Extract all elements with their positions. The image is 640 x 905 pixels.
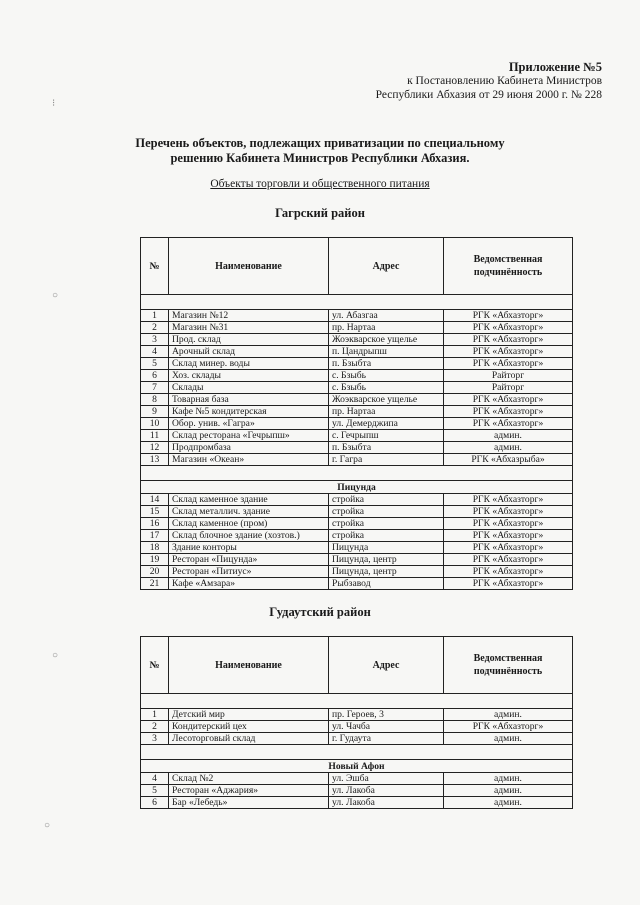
row-name: Лесоторговый склад — [169, 733, 329, 745]
row-name: Кондитерский цех — [169, 721, 329, 733]
row-address: стройка — [329, 506, 444, 518]
table-row — [141, 358, 573, 370]
row-dept: РГК «Абхазторг» — [444, 518, 573, 530]
row-name: Арочный склад — [169, 346, 329, 358]
gagra-table-body — [141, 295, 573, 590]
row-name: Магазин №12 — [169, 310, 329, 322]
header-dept — [444, 637, 573, 694]
row-address: г. Гагра — [329, 454, 444, 466]
row-num: 3 — [141, 733, 169, 745]
row-dept: админ. — [444, 709, 573, 721]
spacer-row — [141, 694, 573, 709]
row-num: 5 — [141, 358, 169, 370]
subsection-pitsunda — [141, 481, 573, 494]
appendix-reference: к Постановлению Кабинета Министров — [407, 75, 602, 87]
spacer-row — [141, 295, 573, 310]
section-subtitle: Объекты торговли и общественного питания — [210, 178, 430, 190]
row-name: Склады — [169, 382, 329, 394]
row-name: Склад блочное здание (хозтов.) — [169, 530, 329, 542]
row-name: Склад каменное (пром) — [169, 518, 329, 530]
row-address: п. Бзыбта — [329, 358, 444, 370]
row-dept: РГК «Абхазторг» — [444, 506, 573, 518]
row-name: Склад каменное здание — [169, 494, 329, 506]
row-dept: РГК «Абхазторг» — [444, 346, 573, 358]
table-row — [141, 406, 573, 418]
row-name: Склад металлич. здание — [169, 506, 329, 518]
header-address: Адрес — [329, 238, 444, 295]
title-line-1: Перечень объектов, подлежащих приватизации по специальному — [135, 136, 505, 150]
table-row — [141, 346, 573, 358]
row-address: пр. Нартаа — [329, 322, 444, 334]
table-row — [141, 554, 573, 566]
row-num: 16 — [141, 518, 169, 530]
row-address: п. Бзыбта — [329, 442, 444, 454]
subsection-novy-afon — [141, 760, 573, 773]
row-num: 13 — [141, 454, 169, 466]
row-dept: РГК «Абхазторг» — [444, 418, 573, 430]
row-dept: РГК «Абхазторг» — [444, 566, 573, 578]
row-address: ул. Демерджипа — [329, 418, 444, 430]
table-row — [141, 797, 573, 809]
row-name: Обор. унив. «Гагра» — [169, 418, 329, 430]
row-num: 7 — [141, 382, 169, 394]
row-num: 17 — [141, 530, 169, 542]
table-row — [141, 566, 573, 578]
row-dept: админ. — [444, 430, 573, 442]
row-num: 2 — [141, 721, 169, 733]
row-dept: РГК «Абхазторг» — [444, 542, 573, 554]
table-row — [141, 430, 573, 442]
table-row — [141, 785, 573, 797]
header-dept-line1: Ведомственная — [473, 254, 543, 265]
row-num: 11 — [141, 430, 169, 442]
row-address: с. Гечрыпш — [329, 430, 444, 442]
row-num: 20 — [141, 566, 169, 578]
table-row — [141, 418, 573, 430]
document-title — [0, 136, 640, 166]
row-num: 1 — [141, 709, 169, 721]
row-name: Склад №2 — [169, 773, 329, 785]
table-row — [141, 394, 573, 406]
table-row — [141, 518, 573, 530]
row-dept: РГК «Абхазторг» — [444, 494, 573, 506]
table-row — [141, 773, 573, 785]
row-name: Склад ресторана «Гечрыпш» — [169, 430, 329, 442]
row-name: Здание конторы — [169, 542, 329, 554]
row-name: Кафе №5 кондитерская — [169, 406, 329, 418]
appendix-header — [376, 60, 602, 102]
row-num: 5 — [141, 785, 169, 797]
row-name: Прод. склад — [169, 334, 329, 346]
table-row — [141, 578, 573, 590]
row-address: ул. Эшба — [329, 773, 444, 785]
row-num: 19 — [141, 554, 169, 566]
row-address: Рыбзавод — [329, 578, 444, 590]
subsection-pitsunda-label: Пицунда — [141, 481, 573, 494]
table-row — [141, 530, 573, 542]
row-num: 18 — [141, 542, 169, 554]
row-num: 2 — [141, 322, 169, 334]
table-row — [141, 442, 573, 454]
row-num: 15 — [141, 506, 169, 518]
table-row — [141, 310, 573, 322]
header-dept-line2: подчинённость — [473, 267, 543, 278]
row-name: Магазин «Океан» — [169, 454, 329, 466]
row-num: 4 — [141, 346, 169, 358]
row-address: Жоэкварское ущелье — [329, 334, 444, 346]
scan-artifact: ○ — [52, 650, 59, 661]
row-address: ул. Абазгаа — [329, 310, 444, 322]
table-header-row — [141, 238, 573, 295]
row-dept: РГК «Абхазрыба» — [444, 454, 573, 466]
row-name: Склад минер. воды — [169, 358, 329, 370]
row-dept: РГК «Абхазторг» — [444, 334, 573, 346]
table-row — [141, 334, 573, 346]
table-row — [141, 454, 573, 466]
row-dept: админ. — [444, 785, 573, 797]
header-dept-line2: подчинённость — [473, 666, 543, 677]
scan-artifact: ○ — [52, 290, 59, 301]
table-row — [141, 494, 573, 506]
row-num: 4 — [141, 773, 169, 785]
row-name: Хоз. склады — [169, 370, 329, 382]
row-num: 21 — [141, 578, 169, 590]
row-num: 1 — [141, 310, 169, 322]
table-row — [141, 322, 573, 334]
header-name: Наименование — [169, 637, 329, 694]
row-name: Продпромбаза — [169, 442, 329, 454]
table-row — [141, 370, 573, 382]
district-title-gudauta: Гудаутский район — [269, 605, 371, 619]
gagra-table — [140, 237, 573, 590]
appendix-title: Приложение №5 — [508, 60, 602, 74]
row-dept: админ. — [444, 773, 573, 785]
subsection-novy-afon-label: Новый Афон — [141, 760, 573, 773]
row-num: 3 — [141, 334, 169, 346]
row-dept: РГК «Абхазторг» — [444, 322, 573, 334]
scan-artifact: ⁝ — [52, 98, 56, 109]
row-dept: РГК «Абхазторг» — [444, 554, 573, 566]
table-row — [141, 542, 573, 554]
row-address: стройка — [329, 530, 444, 542]
row-address: стройка — [329, 518, 444, 530]
row-dept: админ. — [444, 442, 573, 454]
row-name: Магазин №31 — [169, 322, 329, 334]
title-line-2: решению Кабинета Министров Республики Абхазия. — [170, 151, 470, 165]
row-address: г. Гудаута — [329, 733, 444, 745]
row-address: Пицунда, центр — [329, 554, 444, 566]
row-dept: РГК «Абхазторг» — [444, 578, 573, 590]
header-dept — [444, 238, 573, 295]
row-address: стройка — [329, 494, 444, 506]
spacer-row — [141, 466, 573, 481]
row-address: ул. Лакоба — [329, 797, 444, 809]
row-name: Детский мир — [169, 709, 329, 721]
row-name: Ресторан «Питиус» — [169, 566, 329, 578]
header-address: Адрес — [329, 637, 444, 694]
row-num: 9 — [141, 406, 169, 418]
row-address: ул. Лакоба — [329, 785, 444, 797]
header-num: № — [141, 238, 169, 295]
table-row — [141, 709, 573, 721]
row-dept: Райторг — [444, 370, 573, 382]
row-num: 6 — [141, 797, 169, 809]
row-address: п. Цандрыпш — [329, 346, 444, 358]
row-num: 6 — [141, 370, 169, 382]
row-name: Бар «Лебедь» — [169, 797, 329, 809]
row-dept: РГК «Абхазторг» — [444, 721, 573, 733]
row-name: Ресторан «Аджария» — [169, 785, 329, 797]
row-num: 12 — [141, 442, 169, 454]
row-address: ул. Чачба — [329, 721, 444, 733]
table-row — [141, 733, 573, 745]
spacer-row — [141, 745, 573, 760]
row-num: 14 — [141, 494, 169, 506]
header-name: Наименование — [169, 238, 329, 295]
row-name: Кафе «Амзара» — [169, 578, 329, 590]
row-address: пр. Нартаа — [329, 406, 444, 418]
row-address: пр. Героев, 3 — [329, 709, 444, 721]
row-name: Товарная база — [169, 394, 329, 406]
row-address: Жоэкварское ущелье — [329, 394, 444, 406]
district-title-gagra: Гагрский район — [275, 206, 365, 220]
table-row — [141, 382, 573, 394]
header-num: № — [141, 637, 169, 694]
row-dept: РГК «Абхазторг» — [444, 310, 573, 322]
row-name: Ресторан «Пицунда» — [169, 554, 329, 566]
row-num: 8 — [141, 394, 169, 406]
gudauta-table — [140, 636, 573, 809]
row-dept: РГК «Абхазторг» — [444, 394, 573, 406]
row-dept: РГК «Абхазторг» — [444, 358, 573, 370]
scan-artifact: ○ — [44, 820, 51, 831]
row-address: с. Бзыбь — [329, 382, 444, 394]
row-dept: админ. — [444, 797, 573, 809]
row-dept: РГК «Абхазторг» — [444, 530, 573, 542]
row-num: 10 — [141, 418, 169, 430]
header-dept-line1: Ведомственная — [473, 653, 543, 664]
table-row — [141, 721, 573, 733]
gudauta-table-body — [141, 694, 573, 809]
row-dept: РГК «Абхазторг» — [444, 406, 573, 418]
row-address: Пицунда, центр — [329, 566, 444, 578]
row-dept: админ. — [444, 733, 573, 745]
row-address: Пицунда — [329, 542, 444, 554]
table-row — [141, 506, 573, 518]
appendix-date: Республики Абхазия от 29 июня 2000 г. № 228 — [375, 89, 602, 101]
row-dept: Райторг — [444, 382, 573, 394]
row-address: с. Бзыбь — [329, 370, 444, 382]
table-header-row — [141, 637, 573, 694]
